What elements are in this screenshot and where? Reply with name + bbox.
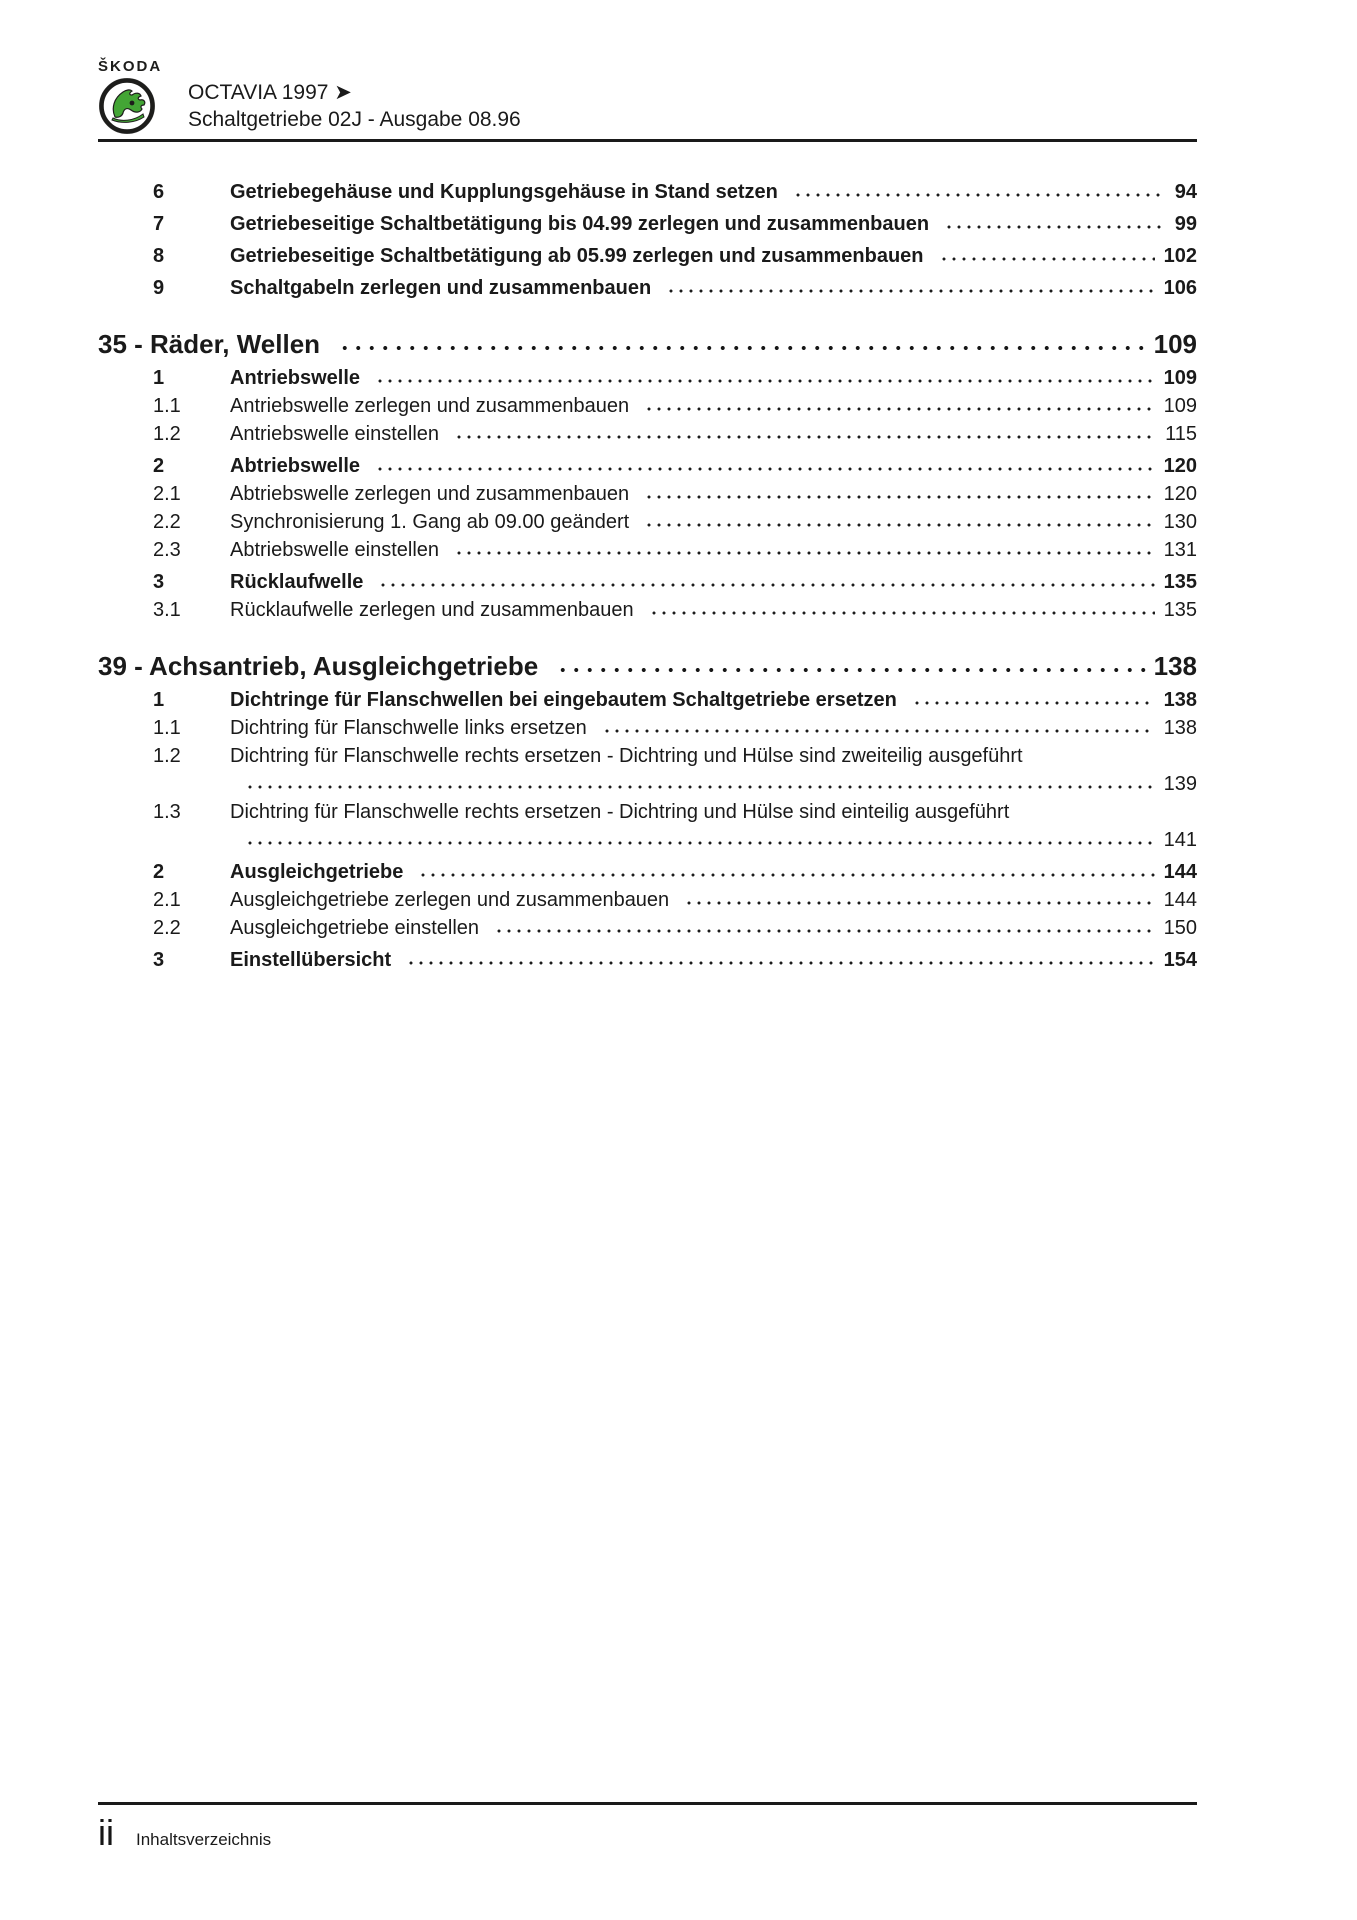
- entry-number: 2: [153, 455, 165, 477]
- entry-number: 2.1: [153, 889, 181, 911]
- toc-entry: [98, 274, 1197, 302]
- entry-number: 3: [153, 571, 165, 593]
- footer-line: [98, 1811, 1197, 1855]
- entry-number: 1.2: [153, 423, 181, 445]
- entry-title: Abtriebswelle zerlegen und zusammenbauen: [230, 483, 630, 505]
- entry-number: 2.1: [153, 483, 181, 505]
- entry-content: [230, 364, 1197, 392]
- toc-entry: [98, 420, 1197, 448]
- entry-number: 3.1: [153, 599, 181, 621]
- entry-page-number: 139: [1163, 773, 1197, 795]
- entry-title: Schaltgabeln zerlegen und zusammenbauen: [230, 277, 652, 299]
- entry-number: 1: [153, 689, 165, 711]
- toc-entry: [98, 914, 1197, 942]
- toc-entry: [98, 686, 1197, 714]
- toc-entry: [98, 946, 1197, 974]
- toc-section-heading: [98, 328, 1197, 360]
- dot-leader: [642, 392, 1154, 420]
- entry-content: [230, 914, 1197, 942]
- entry-page-number: 144: [1163, 861, 1197, 883]
- dot-leader: [336, 328, 1147, 360]
- toc-entry: [98, 242, 1197, 270]
- entry-title: Ausgleichgetriebe: [230, 861, 404, 883]
- entry-page-number: 115: [1165, 423, 1197, 445]
- entry-page-number: 106: [1163, 277, 1197, 299]
- dot-leader: [664, 274, 1154, 302]
- entry-content: [230, 946, 1197, 974]
- entry-page-number: 131: [1163, 539, 1197, 561]
- entry-number: 9: [153, 277, 165, 299]
- entry-number: 2.2: [153, 917, 181, 939]
- entry-title: Ausgleichgetriebe zerlegen und zusammenbauen: [230, 889, 670, 911]
- brand-block: [98, 58, 186, 135]
- entry-title: Einstellübersicht: [230, 949, 392, 971]
- entry-title: Antriebswelle: [230, 367, 361, 389]
- entry-title: Rücklaufwelle: [230, 571, 364, 593]
- entry-title: Dichtring für Flanschwelle links ersetzen: [230, 717, 587, 739]
- entry-content: [230, 420, 1197, 448]
- entry-number: 7: [153, 213, 165, 235]
- entry-content: [230, 858, 1197, 886]
- dot-leader: [600, 714, 1155, 742]
- entry-number: 2.3: [153, 539, 181, 561]
- skoda-logo-icon: [98, 77, 156, 135]
- entry-page-number: 102: [1163, 245, 1197, 267]
- dot-leader: [554, 650, 1146, 682]
- dot-leader: [452, 536, 1155, 564]
- entry-title: Antriebswelle zerlegen und zusammenbauen: [230, 395, 630, 417]
- entry-page-number: 99: [1174, 213, 1197, 235]
- dot-leader: [404, 946, 1154, 974]
- entry-number: 2: [153, 861, 165, 883]
- entry-content: [230, 714, 1197, 742]
- entry-content: [230, 536, 1197, 564]
- toc: [0, 142, 1357, 974]
- toc-entry: [98, 210, 1197, 238]
- section-title: 39 - Achsantrieb, Ausgleichgetriebe: [98, 651, 539, 681]
- entry-title: Dichtring für Flanschwelle rechts ersetzen - Dichtring und Hülse sind einteilig ausgeführt: [230, 801, 1010, 823]
- entry-title: Getriebeseitige Schaltbetätigung ab 05.99 zerlegen und zusammenbauen: [230, 245, 924, 267]
- entry-page-number: 138: [1163, 717, 1197, 739]
- entry-number: 1: [153, 367, 165, 389]
- entry-content: [230, 568, 1197, 596]
- entry-number: 3: [153, 949, 165, 971]
- entry-content: [230, 480, 1197, 508]
- toc-entry: [98, 886, 1197, 914]
- entry-content: [230, 742, 1197, 798]
- entry-page-number: 130: [1163, 511, 1197, 533]
- header-title-line2: Schaltgetriebe 02J - Ausgabe 08.96: [188, 108, 521, 131]
- entry-content: [230, 886, 1197, 914]
- toc-entry: [98, 742, 1197, 798]
- toc-entry: [98, 858, 1197, 886]
- entry-content: [230, 242, 1197, 270]
- toc-entry: [98, 178, 1197, 206]
- entry-content: [230, 798, 1197, 854]
- toc-entry: [98, 452, 1197, 480]
- page-header: [0, 0, 1357, 135]
- entry-page-number: 141: [1163, 829, 1197, 851]
- entry-title: Synchronisierung 1. Gang ab 09.00 geändert: [230, 511, 630, 533]
- section-page-number: 109: [1153, 329, 1197, 359]
- toc-section-heading: [98, 650, 1197, 682]
- entry-content: [230, 274, 1197, 302]
- entry-page-number: 120: [1163, 455, 1197, 477]
- entry-page-number: 109: [1163, 395, 1197, 417]
- toc-entry: [98, 364, 1197, 392]
- entry-number: 1.3: [153, 801, 181, 823]
- header-titles: [188, 79, 521, 135]
- toc-entry: [98, 536, 1197, 564]
- dot-leader: [373, 452, 1155, 480]
- footer-page-number: ii: [98, 1812, 114, 1853]
- entry-content: [230, 392, 1197, 420]
- toc-entry: [98, 714, 1197, 742]
- toc-entry: [98, 596, 1197, 624]
- entry-content: [230, 508, 1197, 536]
- entry-title: Abtriebswelle einstellen: [230, 539, 440, 561]
- entry-content: [230, 452, 1197, 480]
- entry-title: Ausgleichgetriebe einstellen: [230, 917, 480, 939]
- entry-content: [230, 210, 1197, 238]
- entry-title: Getriebegehäuse und Kupplungsgehäuse in Stand setzen: [230, 181, 778, 203]
- dot-leader: [243, 770, 1155, 798]
- entry-content: [230, 596, 1197, 624]
- entry-title: Antriebswelle einstellen: [230, 423, 440, 445]
- entry-page-number: 135: [1163, 599, 1197, 621]
- entry-number: 2.2: [153, 511, 181, 533]
- toc-entry: [98, 508, 1197, 536]
- entry-content: [230, 178, 1197, 206]
- dot-leader: [376, 568, 1154, 596]
- section-page-number: 138: [1153, 651, 1197, 681]
- footer-section-label: Inhaltsverzeichnis: [136, 1830, 272, 1849]
- dot-leader: [243, 826, 1155, 854]
- entry-page-number: 138: [1163, 689, 1197, 711]
- toc-entry: [98, 798, 1197, 854]
- dot-leader: [452, 420, 1156, 448]
- entry-page-number: 150: [1163, 917, 1197, 939]
- entry-content: [230, 686, 1197, 714]
- entry-title: Dichtring für Flanschwelle rechts ersetzen - Dichtring und Hülse sind zweiteilig ausgeführt: [230, 745, 1023, 767]
- dot-leader: [791, 178, 1166, 206]
- dot-leader: [910, 686, 1155, 714]
- entry-number: 8: [153, 245, 165, 267]
- header-title-line1: OCTAVIA 1997 ➤: [188, 81, 352, 104]
- toc-entry: [98, 568, 1197, 596]
- dot-leader: [416, 858, 1154, 886]
- page-footer: [98, 1802, 1197, 1855]
- entry-page-number: 120: [1163, 483, 1197, 505]
- dot-leader: [647, 596, 1155, 624]
- entry-page-number: 94: [1174, 181, 1197, 203]
- entry-number: 6: [153, 181, 165, 203]
- entry-number: 1.1: [153, 717, 181, 739]
- section-title: 35 - Räder, Wellen: [98, 329, 321, 359]
- toc-entry: [98, 480, 1197, 508]
- dot-leader: [642, 508, 1154, 536]
- dot-leader: [937, 242, 1155, 270]
- dot-leader: [942, 210, 1166, 238]
- dot-leader: [682, 886, 1154, 914]
- toc-entry: [98, 392, 1197, 420]
- entry-number: 1.2: [153, 745, 181, 767]
- entry-title: Dichtringe für Flanschwellen bei eingebautem Schaltgetriebe ersetzen: [230, 689, 897, 711]
- entry-page-number: 154: [1163, 949, 1197, 971]
- entry-page-number: 135: [1163, 571, 1197, 593]
- dot-leader: [492, 914, 1155, 942]
- footer-rule: [98, 1802, 1197, 1805]
- entry-page-number: 144: [1163, 889, 1197, 911]
- entry-title: Rücklaufwelle zerlegen und zusammenbauen: [230, 599, 634, 621]
- dot-leader: [642, 480, 1154, 508]
- entry-page-number: 109: [1163, 367, 1197, 389]
- dot-leader: [373, 364, 1155, 392]
- brand-wordmark: ŠKODA: [98, 58, 163, 75]
- entry-title: Abtriebswelle: [230, 455, 361, 477]
- entry-title: Getriebeseitige Schaltbetätigung bis 04.99 zerlegen und zusammenbauen: [230, 213, 930, 235]
- entry-number: 1.1: [153, 395, 181, 417]
